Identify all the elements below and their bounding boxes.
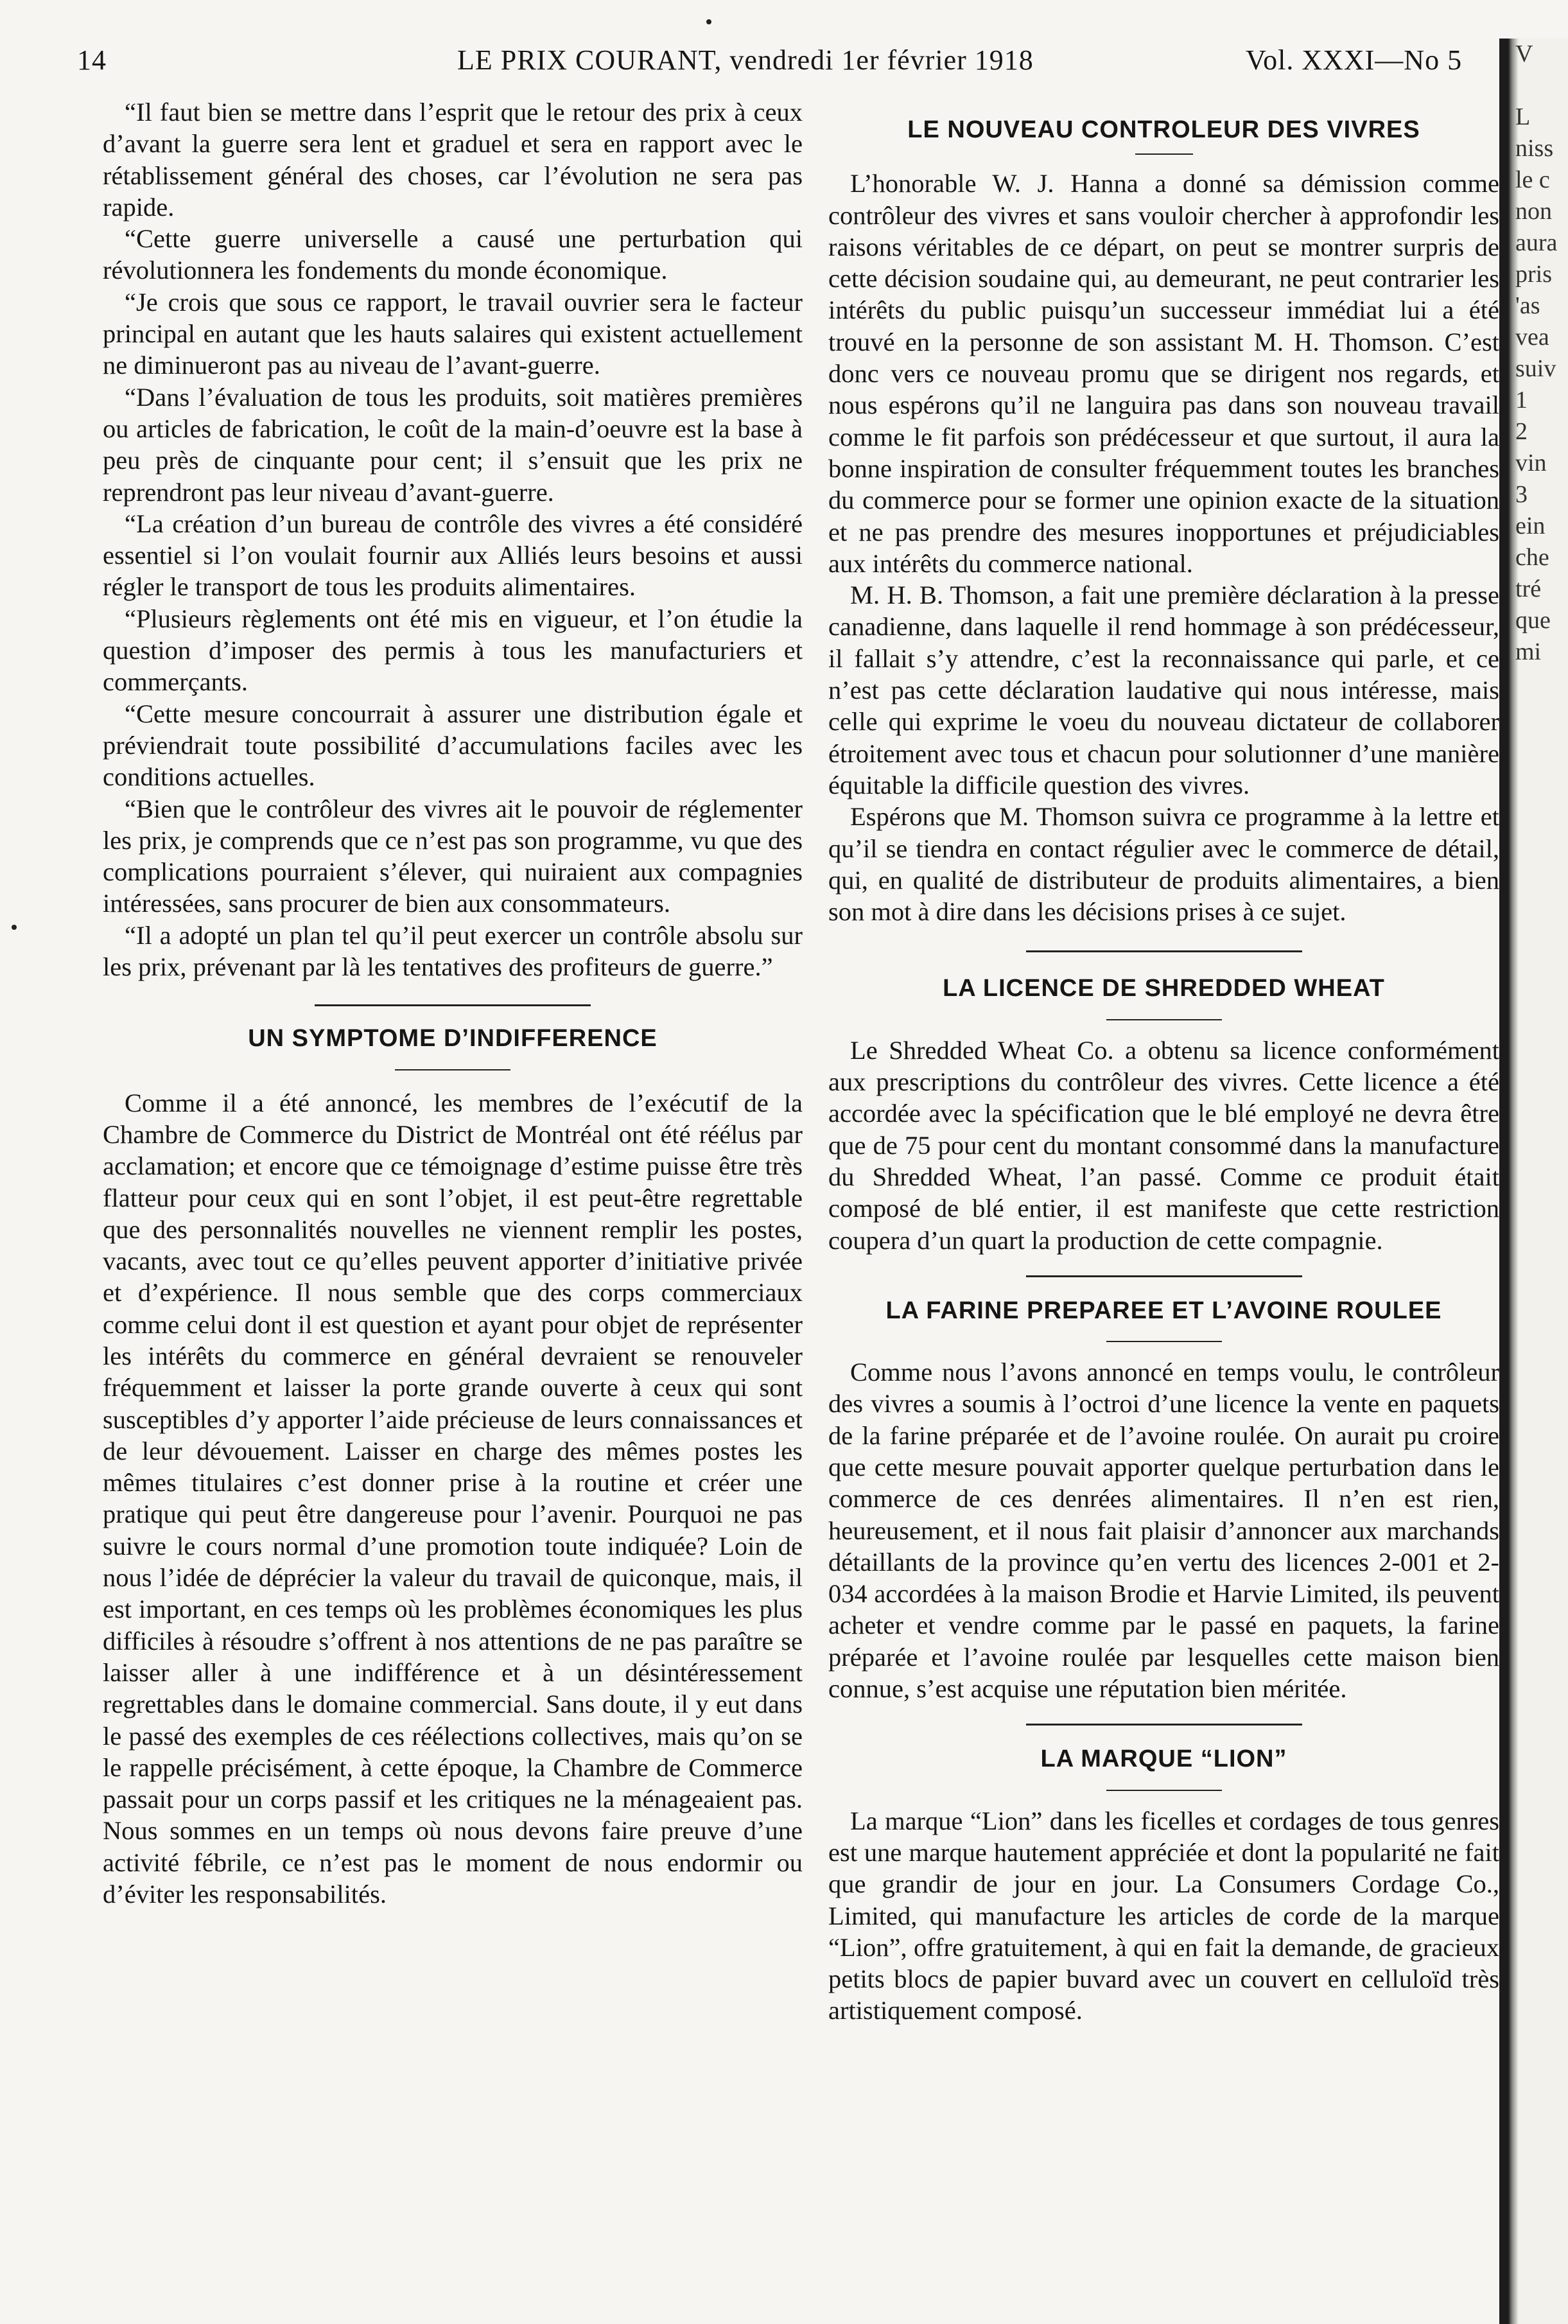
article-paragraph: Comme il a été annoncé, les membres de l’exécutif de la Chambre de Commerce du District de Montréal ont été réélus par acclamation; et encore que ce témoignage d’estime puisse être très flatteur pour ceux qui en sont l’objet, il est peut-être regrettable que des personnalités nouvelles ne viennent remplir les postes, vacants, avec tout ce qu’elles peuvent apporter d’initiative privée et d’expérience. Il nous semble que des corps commerciaux comme celui dont il est question et ayant pour objet de représenter les intérêts du commerce en général devraient se renouveler fréquemment et laisser la porte grande ouverte à ceux qui sont susceptibles d’y apporter l’aide précieuse de leurs connaissances et de leur dévouement. Laisser en charge des mêmes postes les mêmes titulaires c’est donner prise à la routine et créer une pratique qui peut être dangereuse pour l’avenir. Pourquoi ne pas suivre le cours normal d’une promotion toute indiquée? Loin de nous l’idée de déprécier la valeur du travail de quiconque, mais, il est important, en ces temps où les problèmes économiques les plus difficiles à résoudre s’offrent à nos attentions de ne pas paraître se laisser aller à une indifférence et à un désintéressement regrettables dans le domaine commercial. Sans doute, il y eut dans le passé des exemples de ces réélections collectives, mais qu’on se le rappelle précisément, à cette époque, la Chambre de Commerce passait pour un corps passif et les critiques ne la ménageaient pas. Nous sommes en un temps où nous devons faire preuve d’une activité fébrile, ce n’est pas le moment de nous endormir ou d’éviter les responsabilités. [103, 1088, 803, 1909]
publication-title: LE PRIX COURANT, vendredi 1er février 1918 [457, 44, 1034, 76]
section-divider [1026, 1275, 1302, 1277]
heading-symptome-indifference: UN SYMPTOME D’INDIFFERENCE [248, 1025, 658, 1053]
heading-marque-lion: LA MARQUE “LION” [1040, 1745, 1287, 1773]
left-column [103, 96, 803, 1910]
quote-paragraph: “Il faut bien se mettre dans l’esprit que le retour des prix à ceux d’avant la guerre sera lent et graduel et sera en rapport avec le rétablissement général des choses, car l’évolution ne sera pas rapide. [103, 98, 803, 222]
section-divider [315, 1004, 591, 1006]
adjacent-page-fragment: V L niss le c non aura pris 'as vea suiv 1 2 vin 3 ein che tré que mi [1515, 40, 1558, 665]
page-number: 14 [77, 44, 107, 76]
heading-farine-avoine: LA FARINE PREPAREE ET L’AVOINE ROULEE [885, 1297, 1442, 1324]
section-divider [1026, 950, 1302, 952]
article-paragraph: Espérons que M. Thomson suivra ce programme à la lettre et qu’il se tiendra en contact régulier avec le commerce de détail, qui, en qualité de distributeur de produits alimentaires, a bien son mot à dire dans les décisions prises à ce sujet. [828, 802, 1499, 927]
quote-paragraph: “Cette guerre universelle a causé une perturbation qui révolutionnera les fondements du monde économique. [103, 224, 803, 285]
section-divider [1026, 1724, 1302, 1726]
quote-paragraph: “Plusieurs règlements ont été mis en vigueur, et l’on étudie la question d’imposer des permis à tous les manufacturiers et commerçants. [103, 604, 803, 697]
heading-underline [1106, 1341, 1222, 1342]
heading-underline [1106, 1019, 1222, 1020]
heading-underline [395, 1069, 510, 1070]
heading-underline [1106, 1790, 1222, 1791]
volume-number: Vol. XXXI—No 5 [1246, 44, 1463, 76]
print-speck [706, 19, 711, 24]
heading-underline [1135, 153, 1193, 155]
print-speck [12, 925, 17, 930]
article-paragraph: Comme nous l’avons annoncé en temps voulu, le contrôleur des vivres a soumis à l’octroi d’une licence la vente en paquets de la farine préparée et de l’avoine roulée. On aurait pu croire que cette mesure pouvait apporter quelque perturbation dans le commerce de ces denrées alimentaires. Il n’en est rien, heureusement, et il nous fait plaisir d’annoncer aux marchands détaillants de la province qu’en vertu des licences 2-001 et 2-034 accordées à la maison Brodie et Harvie Limited, ils peuvent acheter et vendre comme par le passé en paquets, la farine préparée et l’avoine roulée par lesquelles cette maison bien connue, s’est acquise une réputation bien méritée. [828, 1358, 1499, 1704]
heading-nouveau-controleur: LE NOUVEAU CONTROLEUR DES VIVRES [907, 116, 1420, 143]
article-paragraph: M. H. B. Thomson, a fait une première déclaration à la presse canadienne, dans laquelle il rend hommage à son prédécesseur, il fallait s’y attendre, c’est la reconnaissance qui parle, et ce n’est pas cette déclaration laudative qui nous intéresse, mais celle qui exprime le voeu du nouveau dictateur de collaborer étroitement avec tous et chacun pour solutionner d’une manière équitable la difficile question des vivres. [828, 581, 1499, 799]
heading-licence-shredded-wheat: LA LICENCE DE SHREDDED WHEAT [943, 975, 1385, 1002]
quote-paragraph: “Je crois que sous ce rapport, le travail ouvrier sera le facteur principal en autant que les hauts salaires qui existent actuellement ne diminueront pas au niveau de l’avant-guerre. [103, 287, 803, 380]
running-header [77, 44, 1490, 82]
quote-paragraph: “La création d’un bureau de contrôle des vivres a été considéré essentiel si l’on voulait fournir aux Alliés leurs besoins et aussi régler le transport de tous les produits alimentaires. [103, 509, 803, 602]
right-column [828, 96, 1499, 2027]
article-paragraph: Le Shredded Wheat Co. a obtenu sa licence conformément aux prescriptions du contrôleur des vivres. Cette licence a été accordée avec la spécification que le blé employé ne devra être que de 75 pour cent du montant consommé dans la manufacture du Shredded Wheat, l’an passé. Comme ce produit était composé de blé entier, il est manifeste que cette restriction coupera d’un quart la production de cette compagnie. [828, 1035, 1499, 1255]
quote-paragraph: “Cette mesure concourrait à assurer une distribution égale et préviendrait toute possibilité d’accumulations faciles avec les conditions actuelles. [103, 699, 803, 792]
quote-paragraph: “Il a adopté un plan tel qu’il peut exercer un contrôle absolu sur les prix, prévenant par là les tentatives des profiteurs de guerre.” [103, 920, 803, 982]
article-paragraph: L’honorable W. J. Hanna a donné sa démission comme contrôleur des vivres et sans vouloir chercher à approfondir les raisons véritables de ce départ, on peut se montrer surpris de cette décision soudaine qui, au demeurant, ne peut contrarier les intérêts du public puisqu’un successeur immédiat lui a été trouvé en la personne de son assistant M. H. Thomson. C’est donc vers ce nouveau promu que se dirigent nos regards, et nous espérons qu’il ne languira pas dans son nouveau travail comme le fit parfois son prédécesseur et que surtout, il aura la bonne inspiration de consulter fréquemment toutes les branches du commerce pour se former une opinion exacte de la situation et ne pas prendre des mesures inopportunes et préjudiciables aux intérêts du commerce national. [828, 169, 1499, 578]
quote-paragraph: “Dans l’évaluation de tous les produits, soit matières premières ou articles de fabrication, le coût de la main-d’oeuvre est la base à peu près de cinquante pour cent; il s’ensuit que les prix ne reprendront pas leur niveau d’avant-guerre. [103, 382, 803, 507]
article-paragraph: La marque “Lion” dans les ficelles et cordages de tous genres est une marque hautement appréciée et dont la popularité ne fait que grandir de jour en jour. La Consumers Cordage Co., Limited, qui manufacture les articles de corde de la marque “Lion”, offre gratuitement, à qui en fait la demande, de gracieux petits blocs de papier buvard avec un couvert en celluloïd très artistiquement composé. [828, 1806, 1499, 2025]
quote-paragraph: “Bien que le contrôleur des vivres ait le pouvoir de réglementer les prix, je comprends que ce n’est pas son programme, vu que des complications pourraient s’élever, qui nuiraient aux compagnies intéressées, sans procurer de bien aux consommateurs. [103, 794, 803, 918]
